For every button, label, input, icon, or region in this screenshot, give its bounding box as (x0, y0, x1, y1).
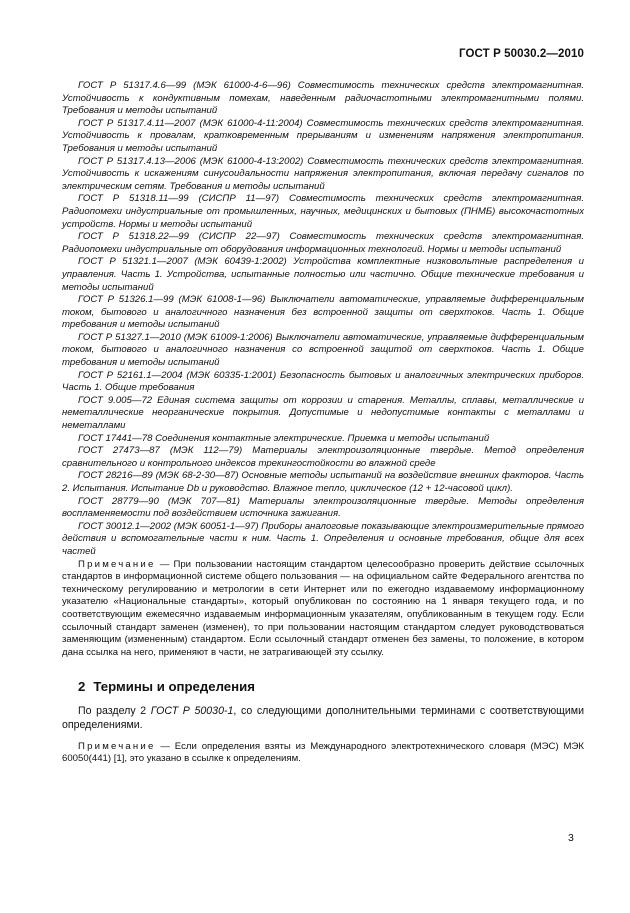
reference-item: ГОСТ Р 51317.4.11—2007 (МЭК 61000-4-11:2004) Совместимость технических средств электромагнитная. Устойчивость к провалам, кратковременным прерываниям и изменениям напряжения электропитания. Требования и методы испытаний (62, 117, 584, 154)
paragraph-text-start: По разделу 2 (78, 705, 151, 718)
section-heading (78, 679, 584, 694)
note-label: Примечание (78, 740, 156, 752)
reference-item: ГОСТ Р 52161.1—2004 (МЭК 60335-1:2001) Безопасность бытовых и аналогичных электрических приборов. Часть 1. Общие требования (62, 369, 584, 394)
reference-item: ГОСТ 28216—89 (МЭК 68-2-30—87) Основные методы испытаний на воздействие внешних факторов. Часть 2. Испытания. Испытание Db и руководство. Влажное тепло, циклическое (12 + 12-часовой цикл). (62, 470, 584, 494)
reference-item: ГОСТ 17441—78 Соединения контактные электрические. Приемка и методы испытаний (78, 432, 490, 444)
note-references (62, 559, 584, 660)
section-title: Термины и определения (93, 679, 255, 695)
reference-item: ГОСТ Р 51318.22—99 (СИСПР 22—97) Совместимость технических средств электромагнитная. Радиопомехи индустриальные от оборудования информационных технологий. Нормы и методы испытаний (62, 231, 584, 255)
standard-reference: ГОСТ Р 50030-1 (150, 705, 234, 718)
reference-item: ГОСТ 9.005—72 Единая система защиты от коррозии и старения. Металлы, сплавы, металлические и неметаллические неорганические покрытия. Допустимые и недопустимые контакты с металлами и неметаллами (62, 394, 584, 432)
reference-item: ГОСТ 28779—90 (МЭК 707—81) Материалы электроизоляционные твердые. Методы определения воспламеняемости под воздействием источника зажигания. (62, 495, 584, 520)
reference-item: ГОСТ Р 51326.1—99 (МЭК 61008-1—96) Выключатели автоматические, управляемые дифференциальным током, бытового и аналогичного назначения без встроенной защиты от сверхтоков. Часть 1. Общие требования и методы испытаний (62, 294, 584, 331)
reference-item: ГОСТ Р 51318.11—99 (СИСПР 11—97) Совместимость технических средств электромагнитная. Радиопомехи индустриальные от промышленных, научных, медицинских и бытовых (ПНМБ) высокочастотных устройств. Нормы и методы испытаний (62, 193, 584, 230)
section-number: 2 (78, 679, 86, 695)
note-text: — Если определения взяты из Международного электротехнического словаря (МЭС) МЭК 60050(441) [1], это указано в ссылке к определениям. (62, 740, 584, 765)
page-content (62, 80, 584, 766)
reference-item: ГОСТ Р 51317.4.6—99 (МЭК 61000-4-6—96) Совместимость технических средств электромагнитная. Устойчивость к кондуктивным помехам, наведенным радиочастотными электромагнитными полями. Требования и методы испытаний (62, 80, 584, 117)
reference-item: ГОСТ 30012.1—2002 (МЭК 60051-1—97) Приборы аналоговые показывающие электроизмерительные прямого действия и вспомогательные части к ним. Часть 1. Определения и основные требования, общие для всех частей (62, 520, 584, 557)
references-list (62, 80, 584, 559)
paragraph-text-end: , со следующими дополнительными терминами с соответствующими определениями. (62, 705, 584, 731)
reference-item: ГОСТ Р 51321.1—2007 (МЭК 60439-1:2002) Устройства комплектные низковольтные распределения и управления. Часть 1. Устройства, испытанные полностью или частично. Общие технические требования и методы испытаний (62, 256, 584, 293)
reference-item: ГОСТ Р 51317.4.13—2006 (МЭК 61000-4-13:2002) Совместимость технических средств электромагнитная. Устойчивость к искажениям синусоидальности напряжения электропитания, включая передачу сигналов по электрическим сетям. Требования и методы испытаний (62, 155, 584, 192)
reference-item: ГОСТ 27473—87 (МЭК 112—79) Материалы электроизоляционные твердые. Метод определения сравнительного и контрольного индексов трекингостойкости во влажной среде (62, 445, 584, 469)
note-label: Примечание (78, 558, 156, 570)
page-number: 3 (568, 832, 574, 844)
document-header: ГОСТ Р 50030.2—2010 (459, 48, 584, 60)
reference-item: ГОСТ Р 51327.1—2010 (МЭК 61009-1:2006) Выключатели автоматические, управляемые дифференциальным током, бытового и аналогичного назначения со встроенной защитой от сверхтоков. Часть 1. Общие требования и методы испытаний (62, 331, 584, 369)
note-definitions (62, 741, 584, 766)
section-paragraph (62, 705, 584, 732)
note-text: — При пользовании настоящим стандартом целесообразно проверить действие ссылочных стандартов в информационной системе общего пользования — на официальном сайте Федерального агентства по техническому регулированию и метрологии в сети Интернет или по ежегодно издаваемому информационному указателю «Национальные стандарты», который опубликован по состоянию на 1 января текущего года, и по соответствующим ежемесячно издаваемым информационным указателям, опубликованным в текущем году. Если ссылочный стандарт заменен (изменен), то при пользовании настоящим стандартом следует руководствоваться заменяющим (измененным) стандартом. Если ссылочный стандарт отменен без замены, то положение, в котором дана ссылка на него, применяют в части, не затрагивающей эту ссылку. (62, 558, 584, 658)
